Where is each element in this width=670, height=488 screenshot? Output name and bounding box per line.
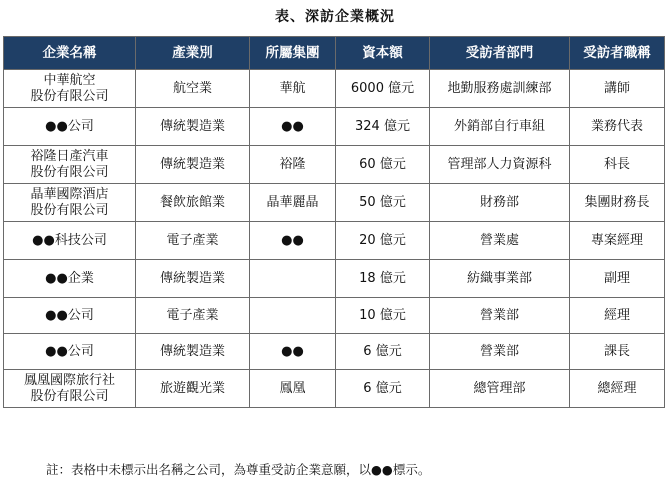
table-row	[4, 260, 665, 298]
table-title: 表、深訪企業概況	[275, 9, 395, 25]
table-row	[4, 184, 665, 222]
cell-industry: 傳統製造業	[136, 108, 250, 146]
header-department: 受訪者部門	[430, 37, 570, 70]
cell-job-title: 講師	[570, 70, 665, 108]
cell-capital: 324 億元	[336, 108, 430, 146]
cell-company: ●●公司	[4, 108, 136, 146]
table-row	[4, 334, 665, 370]
table-row	[4, 222, 665, 260]
cell-company: ●●企業	[4, 260, 136, 298]
cell-group: ●●	[250, 334, 336, 370]
cell-company: ●●公司	[4, 298, 136, 334]
cell-capital: 50 億元	[336, 184, 430, 222]
cell-capital: 20 億元	[336, 222, 430, 260]
cell-company: 中華航空 股份有限公司	[4, 70, 136, 108]
cell-industry: 傳統製造業	[136, 146, 250, 184]
cell-capital: 60 億元	[336, 146, 430, 184]
header-company: 企業名稱	[4, 37, 136, 70]
cell-industry: 餐飲旅館業	[136, 184, 250, 222]
cell-department: 管理部人力資源科	[430, 146, 570, 184]
cell-group: 華航	[250, 70, 336, 108]
cell-company: ●●公司	[4, 334, 136, 370]
cell-company: ●●科技公司	[4, 222, 136, 260]
table-row	[4, 370, 665, 408]
table-header-row	[4, 37, 665, 70]
header-group: 所屬集團	[250, 37, 336, 70]
cell-job-title: 總經理	[570, 370, 665, 408]
cell-industry: 旅遊觀光業	[136, 370, 250, 408]
cell-company: 晶華國際酒店 股份有限公司	[4, 184, 136, 222]
company-overview-table	[3, 36, 665, 408]
cell-group	[250, 298, 336, 334]
cell-job-title: 集團財務長	[570, 184, 665, 222]
cell-department: 紡織事業部	[430, 260, 570, 298]
cell-department: 地勤服務處訓練部	[430, 70, 570, 108]
cell-department: 總管理部	[430, 370, 570, 408]
cell-group: 裕隆	[250, 146, 336, 184]
table-footnote: 註：表格中未標示出名稱之公司，為尊重受訪企業意願，以●●標示。	[46, 462, 431, 477]
cell-job-title: 課長	[570, 334, 665, 370]
cell-job-title: 專案經理	[570, 222, 665, 260]
cell-job-title: 副理	[570, 260, 665, 298]
cell-company: 裕隆日產汽車 股份有限公司	[4, 146, 136, 184]
cell-industry: 傳統製造業	[136, 260, 250, 298]
header-job-title: 受訪者職稱	[570, 37, 665, 70]
cell-industry: 電子產業	[136, 222, 250, 260]
cell-job-title: 經理	[570, 298, 665, 334]
cell-capital: 18 億元	[336, 260, 430, 298]
cell-group: 晶華麗晶	[250, 184, 336, 222]
cell-department: 財務部	[430, 184, 570, 222]
cell-group	[250, 260, 336, 298]
cell-industry: 航空業	[136, 70, 250, 108]
cell-group: 鳳凰	[250, 370, 336, 408]
table-row	[4, 108, 665, 146]
header-capital: 資本額	[336, 37, 430, 70]
cell-capital: 6 億元	[336, 334, 430, 370]
table-row	[4, 146, 665, 184]
table-row	[4, 70, 665, 108]
cell-capital: 6 億元	[336, 370, 430, 408]
cell-capital: 10 億元	[336, 298, 430, 334]
header-industry: 產業別	[136, 37, 250, 70]
table-row	[4, 298, 665, 334]
cell-department: 營業部	[430, 298, 570, 334]
cell-department: 營業處	[430, 222, 570, 260]
cell-industry: 電子產業	[136, 298, 250, 334]
cell-company: 鳳凰國際旅行社 股份有限公司	[4, 370, 136, 408]
cell-group: ●●	[250, 108, 336, 146]
cell-department: 營業部	[430, 334, 570, 370]
cell-capital: 6000 億元	[336, 70, 430, 108]
cell-group: ●●	[250, 222, 336, 260]
cell-job-title: 科長	[570, 146, 665, 184]
cell-industry: 傳統製造業	[136, 334, 250, 370]
cell-job-title: 業務代表	[570, 108, 665, 146]
cell-department: 外銷部自行車組	[430, 108, 570, 146]
